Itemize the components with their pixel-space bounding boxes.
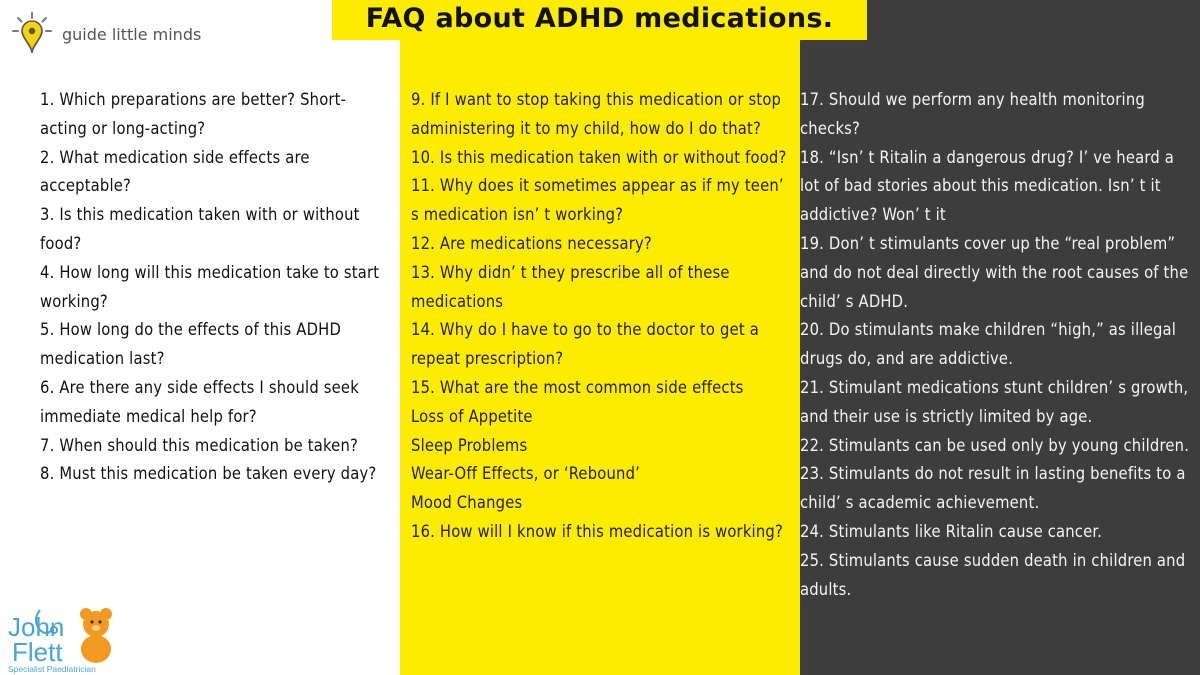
faq-item: 4. How long will this medication take to start working? <box>40 262 380 311</box>
faq-item: 18. “Isn’ t Ritalin a dangerous drug? I’ ve heard a lot of bad stories about this medication. Isn’ t it addictive? Won’ t it <box>800 147 1175 225</box>
faq-subitem: Loss of Appetite <box>411 406 533 426</box>
faq-item: 8. Must this medication be taken every day? <box>40 464 377 484</box>
faq-item: 19. Don’ t stimulants cover up the “real problem” and do not deal directly with the root causes of the child’ s ADHD. <box>800 233 1189 311</box>
faq-item: 20. Do stimulants make children “high,” as illegal drugs do, and are addictive. <box>800 320 1177 369</box>
faq-item: 12. Are medications necessary? <box>411 233 652 253</box>
faq-item: 9. If I want to stop taking this medication or stop administering it to my child, how do I do that? <box>411 90 782 138</box>
faq-item: 25. Stimulants cause sudden death in children and adults. <box>800 550 1186 599</box>
faq-item: 14. Why do I have to go to the doctor to get a repeat prescription? <box>411 320 759 369</box>
faq-subitem: Mood Changes <box>411 493 523 513</box>
faq-list-column-3 <box>800 86 1198 604</box>
faq-item: 22. Stimulants can be used only by young children. <box>800 435 1190 455</box>
logo-tagline: Specialist Paediatrician <box>8 664 96 674</box>
faq-item: 10. Is this medication taken with or without food? <box>411 147 787 167</box>
teddy-bear-icon <box>80 608 112 663</box>
faq-item: 7. When should this medication be taken? <box>40 435 359 455</box>
brand-header <box>12 12 201 56</box>
faq-item: 5. How long do the effects of this ADHD medication last? <box>40 320 341 369</box>
lightbulb-location-icon <box>12 12 52 56</box>
faq-item: 21. Stimulant medications stunt children’ s growth, and their use is strictly limited by age. <box>800 377 1189 426</box>
faq-subitem: Wear-Off Effects, or ‘Rebound’ <box>411 464 641 484</box>
faq-item: 24. Stimulants like Ritalin cause cancer. <box>800 521 1103 541</box>
logo-line-1: John <box>8 612 65 642</box>
page-title: FAQ about ADHD medications. <box>332 0 867 40</box>
faq-item: 13. Why didn’ t they prescribe all of these medications <box>411 262 730 311</box>
faq-item: 16. How will I know if this medication is working? <box>411 521 783 541</box>
logo-line-2: Flett <box>12 637 63 667</box>
faq-item: 15. What are the most common side effects <box>411 377 744 397</box>
faq-item: 17. Should we perform any health monitoring checks? <box>800 90 1145 138</box>
faq-item: 3. Is this medication taken with or without food? <box>40 205 360 253</box>
faq-item: 2. What medication side effects are acceptable? <box>40 147 310 196</box>
faq-item: 23. Stimulants do not result in lasting benefits to a child’ s academic achievement. <box>800 464 1186 513</box>
john-flett-logo <box>6 604 118 674</box>
faq-list-column-2 <box>411 86 796 547</box>
brand-name: guide little minds <box>62 24 202 44</box>
faq-list-column-1 <box>40 86 385 489</box>
faq-item: 1. Which preparations are better? Short-acting or long-acting? <box>40 90 347 138</box>
faq-item: 6. Are there any side effects I should seek immediate medical help for? <box>40 377 359 426</box>
faq-item: 11. Why does it sometimes appear as if my teen’ s medication isn’ t working? <box>411 176 784 225</box>
faq-subitem: Sleep Problems <box>411 435 528 455</box>
